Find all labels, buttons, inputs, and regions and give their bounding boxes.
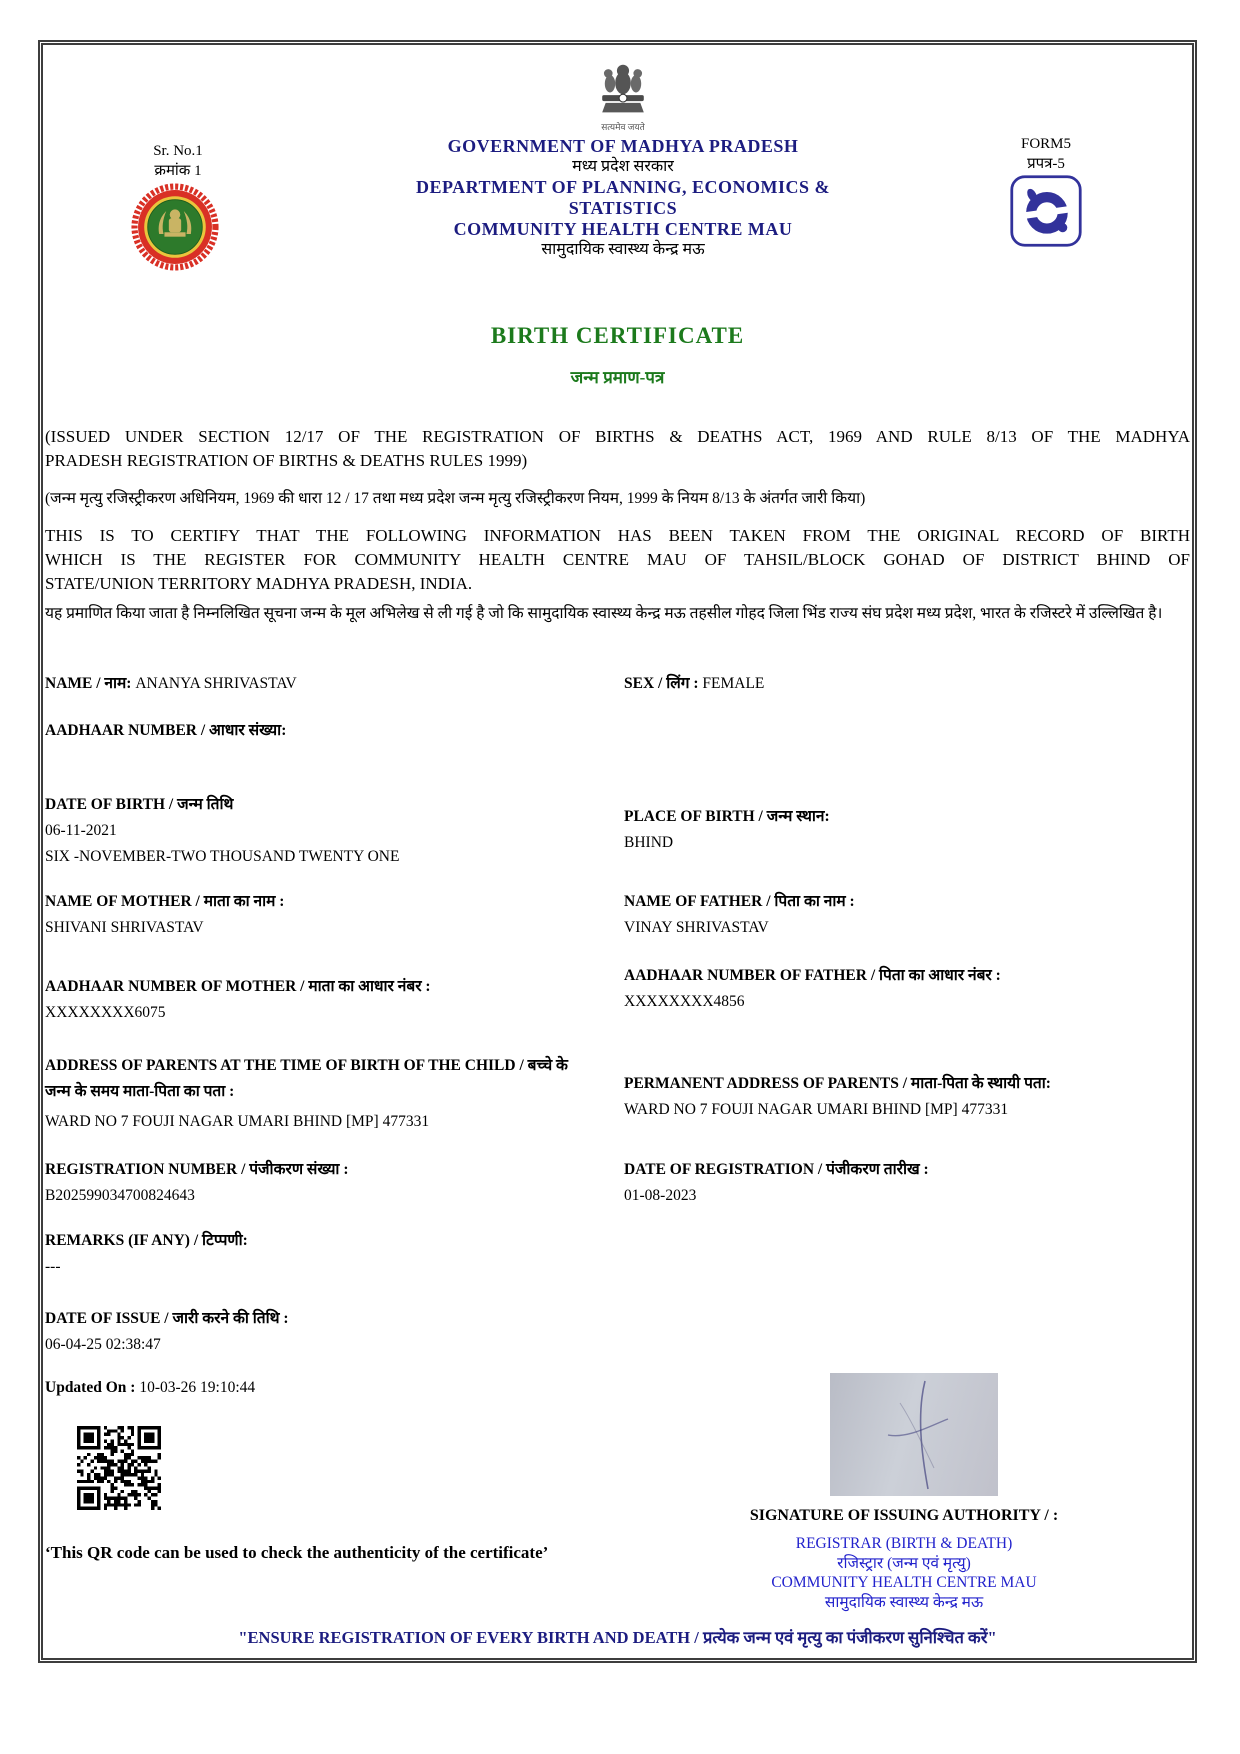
form-number-hi: प्रपत्र-5 <box>1027 156 1065 172</box>
civil-registration-logo-icon <box>986 174 1106 248</box>
field-mother-value: SHIVANI SHRIVASTAV <box>45 919 204 936</box>
field-dob-label: DATE OF BIRTH / जन्म तिथि <box>45 796 234 813</box>
field-aadhaar-father-label: AADHAAR NUMBER OF FATHER / पिता का आधार नंबर : <box>624 967 1001 984</box>
field-remarks-value: --- <box>45 1258 61 1275</box>
field-father-name <box>624 892 1189 937</box>
signature-line-centre-hi: सामुदायिक स्वास्थ्य केन्द्र मऊ <box>824 1593 984 1611</box>
certify-paragraph: THIS IS TO CERTIFY THAT THE FOLLOWING INFORMATION HAS BEEN TAKEN FROM THE ORIGINAL RECORD OF BIRTH WHICH IS THE REGISTER FOR COMMUNITY HEALTH CENTRE MAU OF TAHSIL/BLOCK GOHAD OF DISTRICT BHIND OF STATE/UNION TERRITORY MADHYA PRADESH, INDIA. <box>45 526 1190 593</box>
field-sex <box>624 674 1189 693</box>
field-father-label: NAME OF FATHER / पिता का नाम : <box>624 893 855 910</box>
government-title: GOVERNMENT OF MADHYA PRADESH <box>447 136 799 156</box>
page-title: BIRTH CERTIFICATE <box>490 323 745 348</box>
field-date-of-birth <box>45 795 577 866</box>
field-dob-value-words: SIX -NOVEMBER-TWO THOUSAND TWENTY ONE <box>45 848 400 865</box>
field-place-of-birth <box>624 807 1189 852</box>
field-updated-on <box>45 1378 577 1397</box>
centre-title-hi: सामुदायिक स्वास्थ्य केन्द्र मऊ <box>541 241 705 258</box>
field-name-value: ANANYA SHRIVASTAV <box>135 675 297 692</box>
certify-paragraph-hi: यह प्रमाणित किया जाता है निम्नलिखित सूचना जन्म के मूल अभिलेख से ली गई है जो कि सामुदायिक स्वास्थ्य केन्द्र मऊ तहसील गोहद जिला भिंड राज्य संघ प्रदेश मध्य प्रदेश, भारत के रजिस्टरे में उल्लिखित है। <box>45 605 1163 622</box>
form-number-en: FORM5 <box>1020 136 1072 152</box>
field-aadhaar-mother <box>45 977 577 1022</box>
field-updated-value: 10-03-26 19:10:44 <box>139 1379 256 1396</box>
field-remarks-label: REMARKS (IF ANY) / टिप्पणी: <box>45 1232 248 1249</box>
form-block <box>986 134 1106 248</box>
field-aadhaar-mother-value: XXXXXXXX6075 <box>45 1004 166 1021</box>
field-permanent-address <box>624 1074 1189 1119</box>
signature-image <box>830 1373 998 1496</box>
centre-title: COMMUNITY HEALTH CENTRE MAU <box>453 219 793 239</box>
qr-code <box>77 1426 161 1510</box>
field-address-permanent-value: WARD NO 7 FOUJI NAGAR UMARI BHIND [MP] 477331 <box>624 1101 1009 1118</box>
field-sex-value: FEMALE <box>702 675 765 692</box>
department-title: DEPARTMENT OF PLANNING, ECONOMICS & STATISTICS <box>415 177 831 218</box>
signature-authority-block <box>624 1534 1184 1612</box>
field-remarks <box>45 1231 577 1276</box>
field-issue-date-label: DATE OF ISSUE / जारी करने की तिथि : <box>45 1310 289 1327</box>
field-reg-no-value: B202599034700824643 <box>45 1187 195 1204</box>
signature-line-registrar-hi: रजिस्ट्रार (जन्म एवं मृत्यु) <box>837 1554 971 1572</box>
government-title-hi: मध्य प्रदेश सरकार <box>572 158 674 175</box>
field-address-at-birth <box>45 1053 577 1131</box>
field-mother-label: NAME OF MOTHER / माता का नाम : <box>45 893 285 910</box>
serial-number-en: Sr. No.1 <box>153 143 203 159</box>
signature-line-centre: COMMUNITY HEALTH CENTRE MAU <box>771 1574 1037 1591</box>
field-issue-date-value: 06-04-25 02:38:47 <box>45 1336 161 1353</box>
serial-number-hi: क्रमांक 1 <box>154 163 202 179</box>
field-reg-date-label: DATE OF REGISTRATION / पंजीकरण तारीख : <box>624 1161 929 1178</box>
field-pob-value: BHIND <box>624 834 674 851</box>
field-registration-number <box>45 1160 577 1205</box>
field-name <box>45 674 577 693</box>
field-name-label: NAME / नाम: <box>45 675 132 692</box>
field-date-of-issue <box>45 1309 577 1354</box>
footer-slogan: "ENSURE REGISTRATION OF EVERY BIRTH AND DEATH / प्रत्येक जन्म एवं मृत्यु का पंजीकरण सुनिश्चित करें" <box>238 1628 997 1647</box>
field-aadhaar-child-label: AADHAAR NUMBER / आधार संख्या: <box>45 722 287 739</box>
mp-state-seal-icon <box>131 183 219 271</box>
signature-line-registrar: REGISTRAR (BIRTH & DEATH) <box>795 1535 1013 1552</box>
field-sex-label: SEX / लिंग : <box>624 675 699 692</box>
field-reg-no-label: REGISTRATION NUMBER / पंजीकरण संख्या : <box>45 1161 349 1178</box>
certificate-border <box>38 40 1197 1663</box>
field-aadhaar-father-value: XXXXXXXX4856 <box>624 993 745 1010</box>
qr-note: ‘This QR code can be used to check the authenticity of the certificate’ <box>45 1543 549 1562</box>
field-mother-name <box>45 892 577 937</box>
issued-under-paragraph: (ISSUED UNDER SECTION 12/17 OF THE REGISTRATION OF BIRTHS & DEATHS ACT, 1969 AND RULE 8/13 OF THE MADHYA PRADESH REGISTRATION OF BIRTHS & DEATHS RULES 1999) <box>45 427 1190 470</box>
national-emblem-icon <box>405 59 841 119</box>
emblem-caption: सत्यमेव जयते <box>601 122 645 132</box>
signature-heading: SIGNATURE OF ISSUING AUTHORITY / : <box>749 1507 1059 1524</box>
field-address-permanent-label: PERMANENT ADDRESS OF PARENTS / माता-पिता के स्थायी पता: <box>624 1075 1051 1092</box>
field-aadhaar-father <box>624 966 1189 1011</box>
issued-under-paragraph-hi: (जन्म मृत्यु रजिस्ट्रीकरण अधिनियम, 1969 की धारा 12 / 17 तथा मध्य प्रदेश जन्म मृत्यु रजिस्ट्रीकरण नियम, 1999 के नियम 8/13 के अंतर्गत जारी किया) <box>45 490 866 507</box>
field-address-birth-value: WARD NO 7 FOUJI NAGAR UMARI BHIND [MP] 477331 <box>45 1113 430 1130</box>
field-father-value: VINAY SHRIVASTAV <box>624 919 769 936</box>
field-updated-label: Updated On : <box>45 1379 136 1396</box>
field-registration-date <box>624 1160 1189 1205</box>
serial-number-block <box>103 141 253 181</box>
field-pob-label: PLACE OF BIRTH / जन्म स्थान: <box>624 808 830 825</box>
field-dob-value: 06-11-2021 <box>45 822 117 839</box>
header-center-block <box>405 59 841 260</box>
field-aadhaar-child <box>45 721 577 740</box>
field-reg-date-value: 01-08-2023 <box>624 1187 697 1204</box>
field-aadhaar-mother-label: AADHAAR NUMBER OF MOTHER / माता का आधार नंबर : <box>45 978 431 995</box>
page-title-hi: जन्म प्रमाण-पत्र <box>570 368 665 387</box>
field-address-birth-label: ADDRESS OF PARENTS AT THE TIME OF BIRTH OF THE CHILD / बच्चे के जन्म के समय माता-पिता का पता : <box>45 1057 568 1100</box>
